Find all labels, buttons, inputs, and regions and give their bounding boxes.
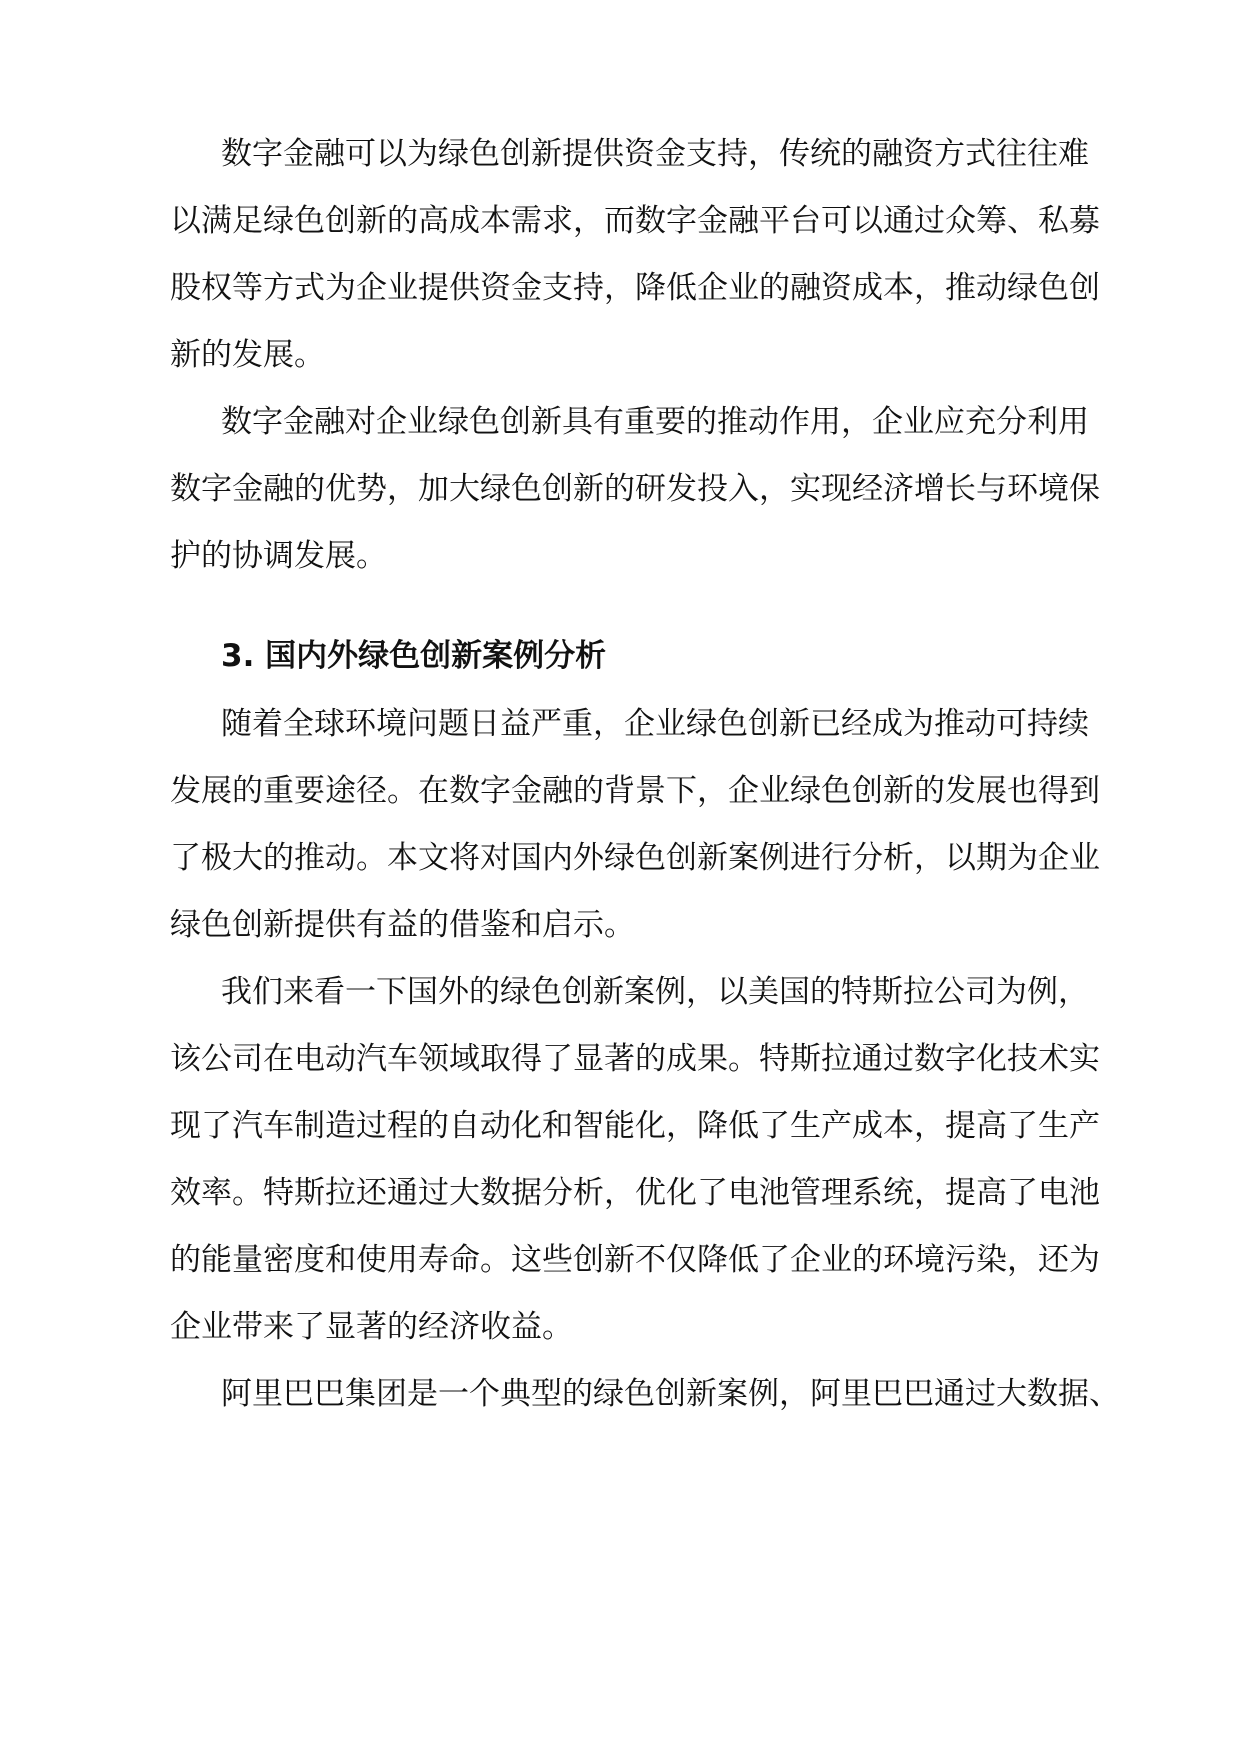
paragraph-5-line-1: 阿里巴巴集团是一个典型的绿色创新案例，阿里巴巴通过大数据、 <box>221 1376 1120 1412</box>
paragraph-1-line-3: 股权等方式为企业提供资金支持，降低企业的融资成本，推动绿色创 <box>170 270 1100 306</box>
paragraph-3-line-3: 了极大的推动。本文将对国内外绿色创新案例进行分析，以期为企业 <box>170 840 1100 876</box>
paragraph-1-line-4: 新的发展。 <box>170 337 325 373</box>
paragraph-4-line-5: 的能量密度和使用寿命。这些创新不仅降低了企业的环境污染，还为 <box>170 1242 1100 1278</box>
paragraph-1-line-2: 以满足绿色创新的高成本需求，而数字金融平台可以通过众筹、私募 <box>170 203 1100 239</box>
paragraph-4-line-3: 现了汽车制造过程的自动化和智能化，降低了生产成本，提高了生产 <box>170 1108 1100 1144</box>
paragraph-4-line-4: 效率。特斯拉还通过大数据分析，优化了电池管理系统，提高了电池 <box>170 1175 1100 1211</box>
paragraph-3-line-2: 发展的重要途径。在数字金融的背景下，企业绿色创新的发展也得到 <box>170 773 1100 809</box>
paragraph-2-line-3: 护的协调发展。 <box>170 538 387 574</box>
section-heading: 3. 国内外绿色创新案例分析 <box>221 638 607 674</box>
paragraph-4-line-6: 企业带来了显著的经济收益。 <box>170 1309 573 1345</box>
paragraph-3-line-4: 绿色创新提供有益的借鉴和启示。 <box>170 907 635 943</box>
paragraph-2-line-1: 数字金融对企业绿色创新具有重要的推动作用，企业应充分利用 <box>221 404 1089 440</box>
paragraph-4-line-2: 该公司在电动汽车领域取得了显著的成果。特斯拉通过数字化技术实 <box>170 1041 1100 1077</box>
paragraph-1-line-1: 数字金融可以为绿色创新提供资金支持，传统的融资方式往往难 <box>221 136 1089 172</box>
paragraph-2-line-2: 数字金融的优势，加大绿色创新的研发投入，实现经济增长与环境保 <box>170 471 1100 507</box>
paragraph-4-line-1: 我们来看一下国外的绿色创新案例，以美国的特斯拉公司为例， <box>221 974 1089 1010</box>
paragraph-3-line-1: 随着全球环境问题日益严重，企业绿色创新已经成为推动可持续 <box>221 706 1089 742</box>
